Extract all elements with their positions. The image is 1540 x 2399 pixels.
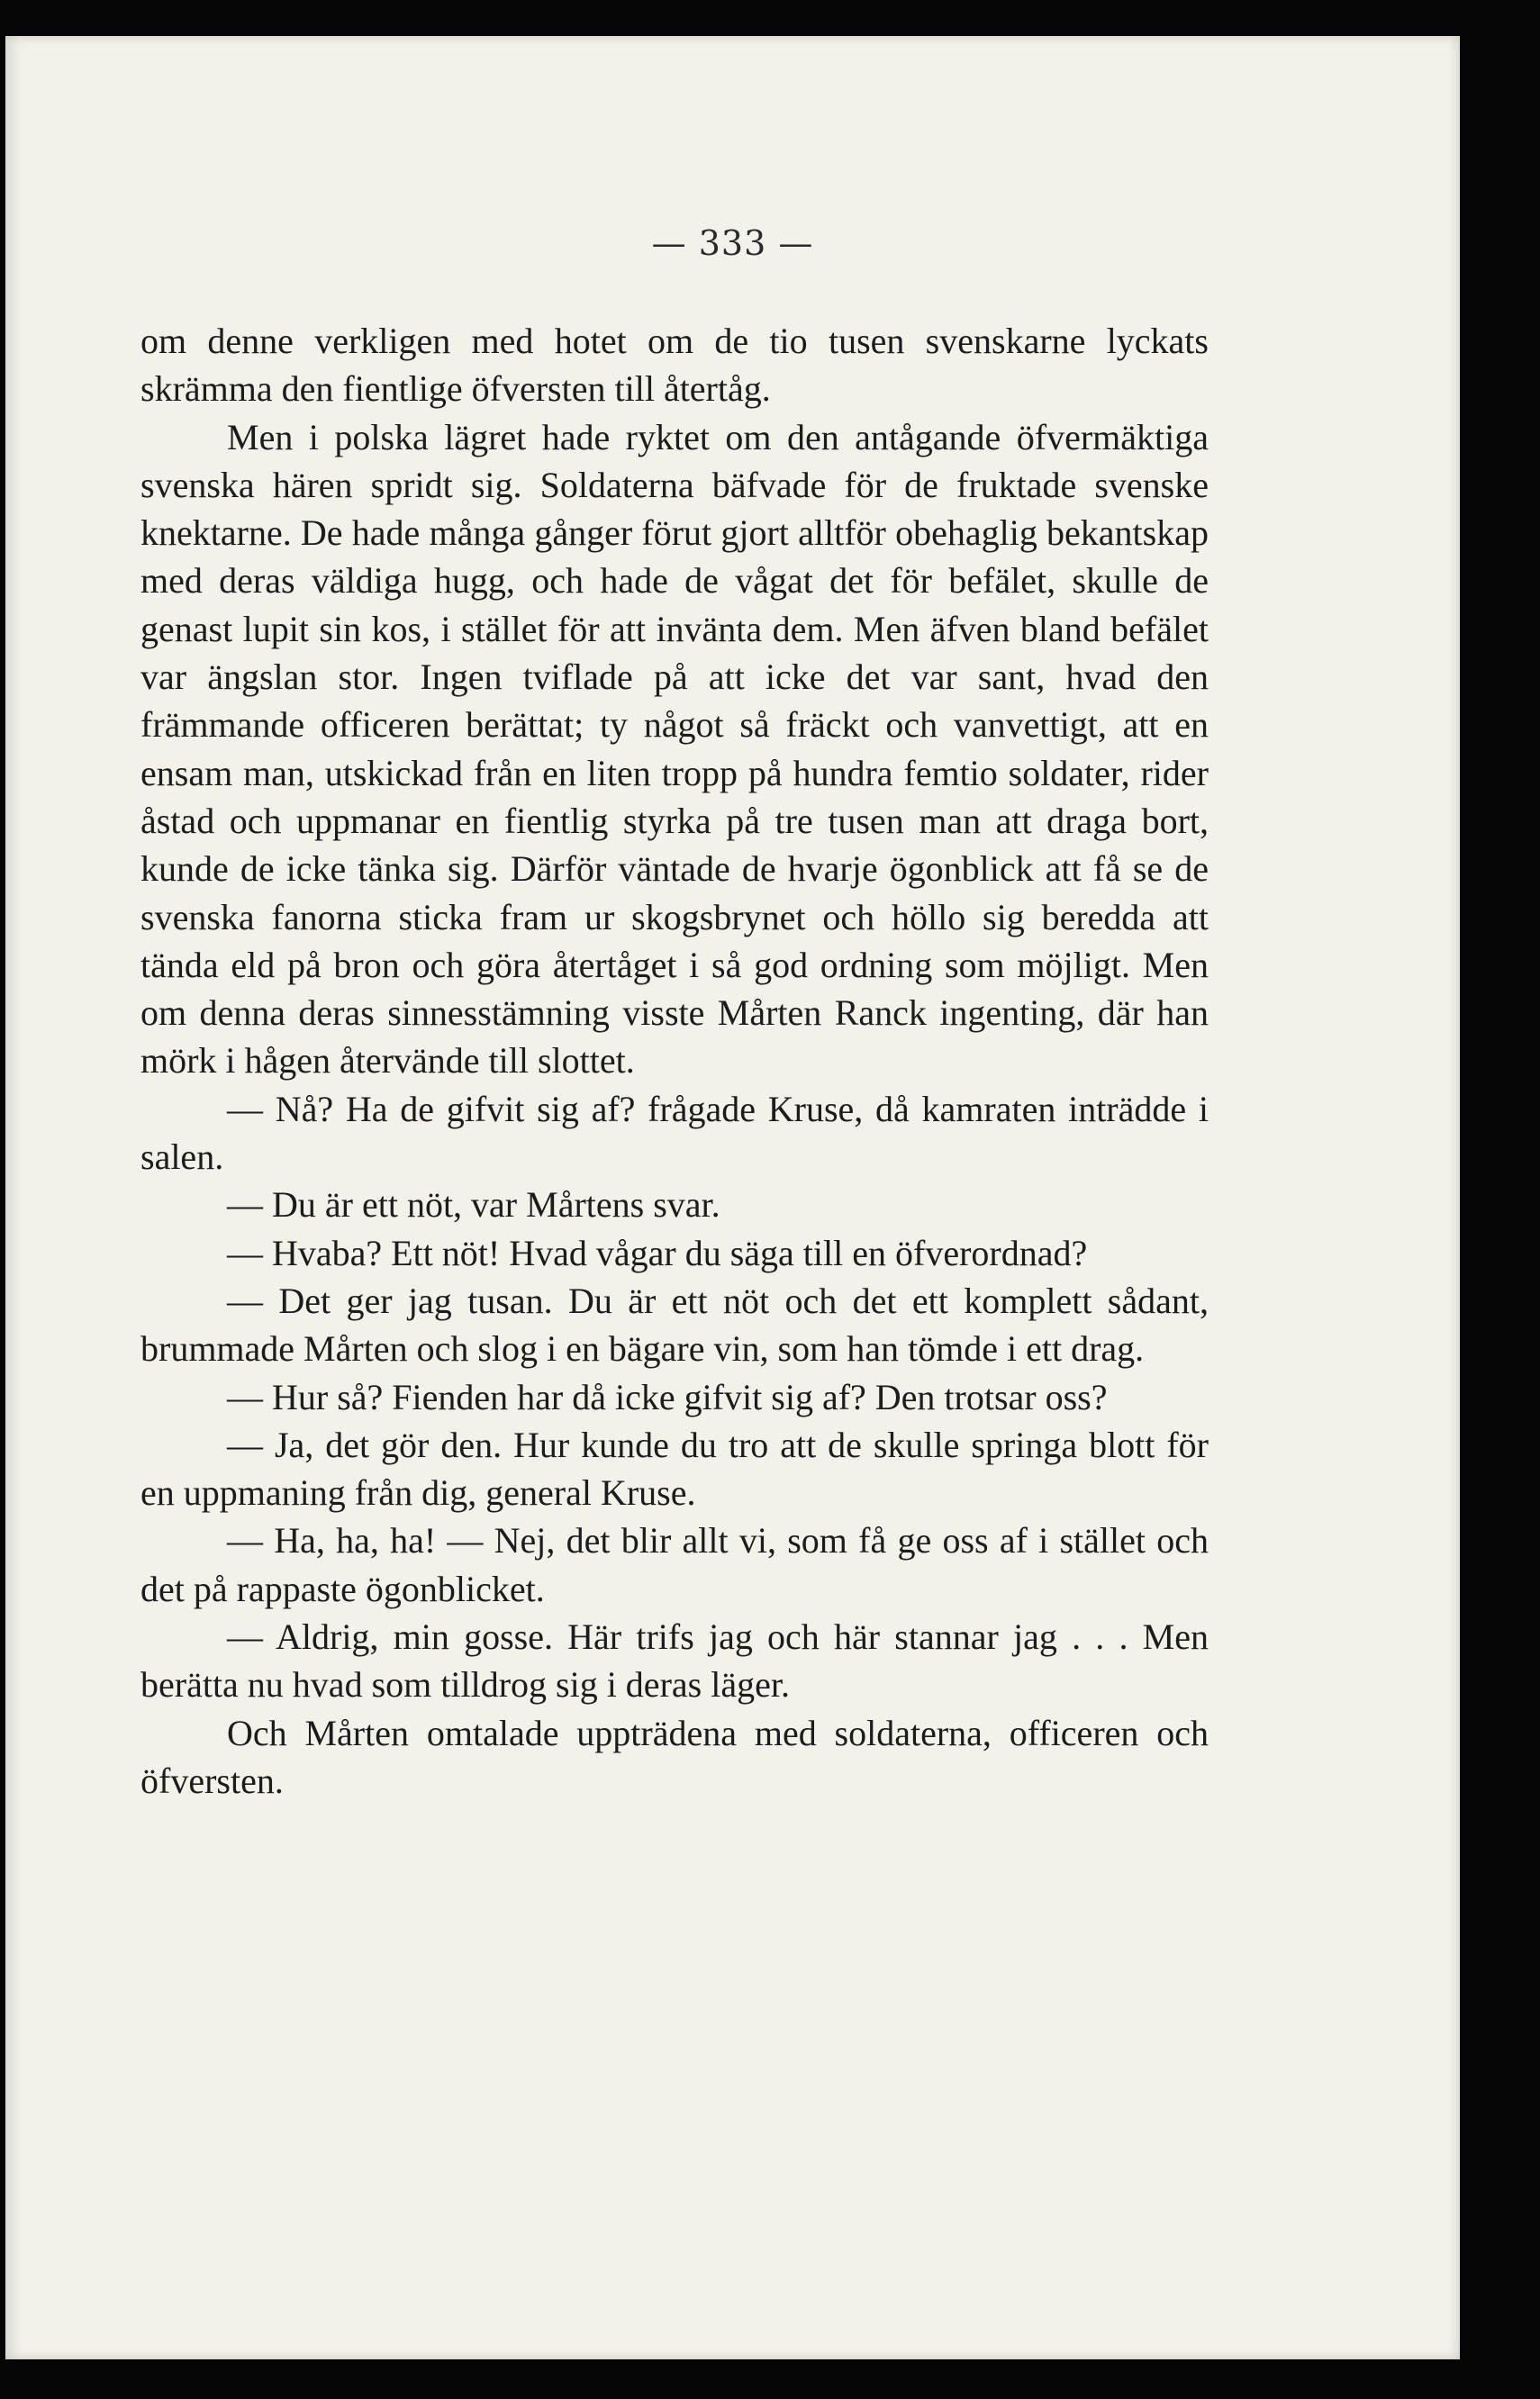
- paragraph: — Hur så? Fienden har då icke gifvit sig af? Den trotsar oss?: [227, 1376, 1108, 1417]
- page-number: — 333 —: [651, 223, 814, 263]
- paragraph: Men i polska lägret hade ryktet om den antågande öfvermäktiga svenska hären spridt sig. Soldaterna bäfvade för de fruktade svenske knektarne. De hade många gånger förut gjort alltför obehaglig bekantskap med deras väldiga hugg, och hade de vågat det för befälet, skulle de genast lupit sin kos, i stället för att invänta dem. Men äfven bland befälet var ängslan stor. Ingen tviflade på att icke det var sant, hvad den främmande officeren berättat; ty något så fräckt och vanvettigt, att en ensam man, utskickad från en liten tropp på hundra femtio soldater, rider åstad och uppmanar en fientlig styrka på tre tusen man att draga bort, kunde de icke tänka sig. Därför väntade de hvarje ögonblick att få se de svenska fanorna sticka fram ur skogsbrynet och höllo sig beredda att tända eld på bron och göra återtåget i så god ordning som möjligt. Men om denna deras sinnesstämning visste Mårten Ranck ingenting, där han mörk i hågen återvände till slottet.: [140, 416, 1209, 1082]
- paragraph: — Hvaba? Ett nöt! Hvad vågar du säga till en öfverordnad?: [227, 1232, 1088, 1273]
- paragraph: — Nå? Ha de gifvit sig af? frågade Kruse, då kamraten inträdde i salen.: [140, 1088, 1209, 1178]
- book-page: [5, 36, 1460, 2359]
- paragraph: — Ha, ha, ha! — Nej, det blir allt vi, som få ge oss af i stället och det på rappaste ögonblicket.: [140, 1520, 1209, 1609]
- paragraph: — Du är ett nöt, var Mårtens svar.: [227, 1184, 720, 1226]
- paragraph: Och Mårten omtalade uppträdena med soldaterna, officeren och öfversten.: [140, 1712, 1209, 1801]
- paragraph: om denne verkligen med hotet om de tio tusen svenskarne lyckats skrämma den fientlige öfversten till återtåg.: [140, 321, 1209, 410]
- body-text: [140, 317, 1209, 1805]
- paragraph: — Aldrig, min gosse. Här trifs jag och här stannar jag . . . Men berätta nu hvad som tilldrog sig i deras läger.: [140, 1616, 1209, 1706]
- paragraph: — Det ger jag tusan. Du är ett nöt och det ett komplett sådant, brummade Mårten och slog i en bägare vin, som han tömde i ett drag.: [140, 1280, 1209, 1370]
- paragraph: — Ja, det gör den. Hur kunde du tro att de skulle springa blott för en uppmaning från dig, general Kruse.: [140, 1424, 1209, 1514]
